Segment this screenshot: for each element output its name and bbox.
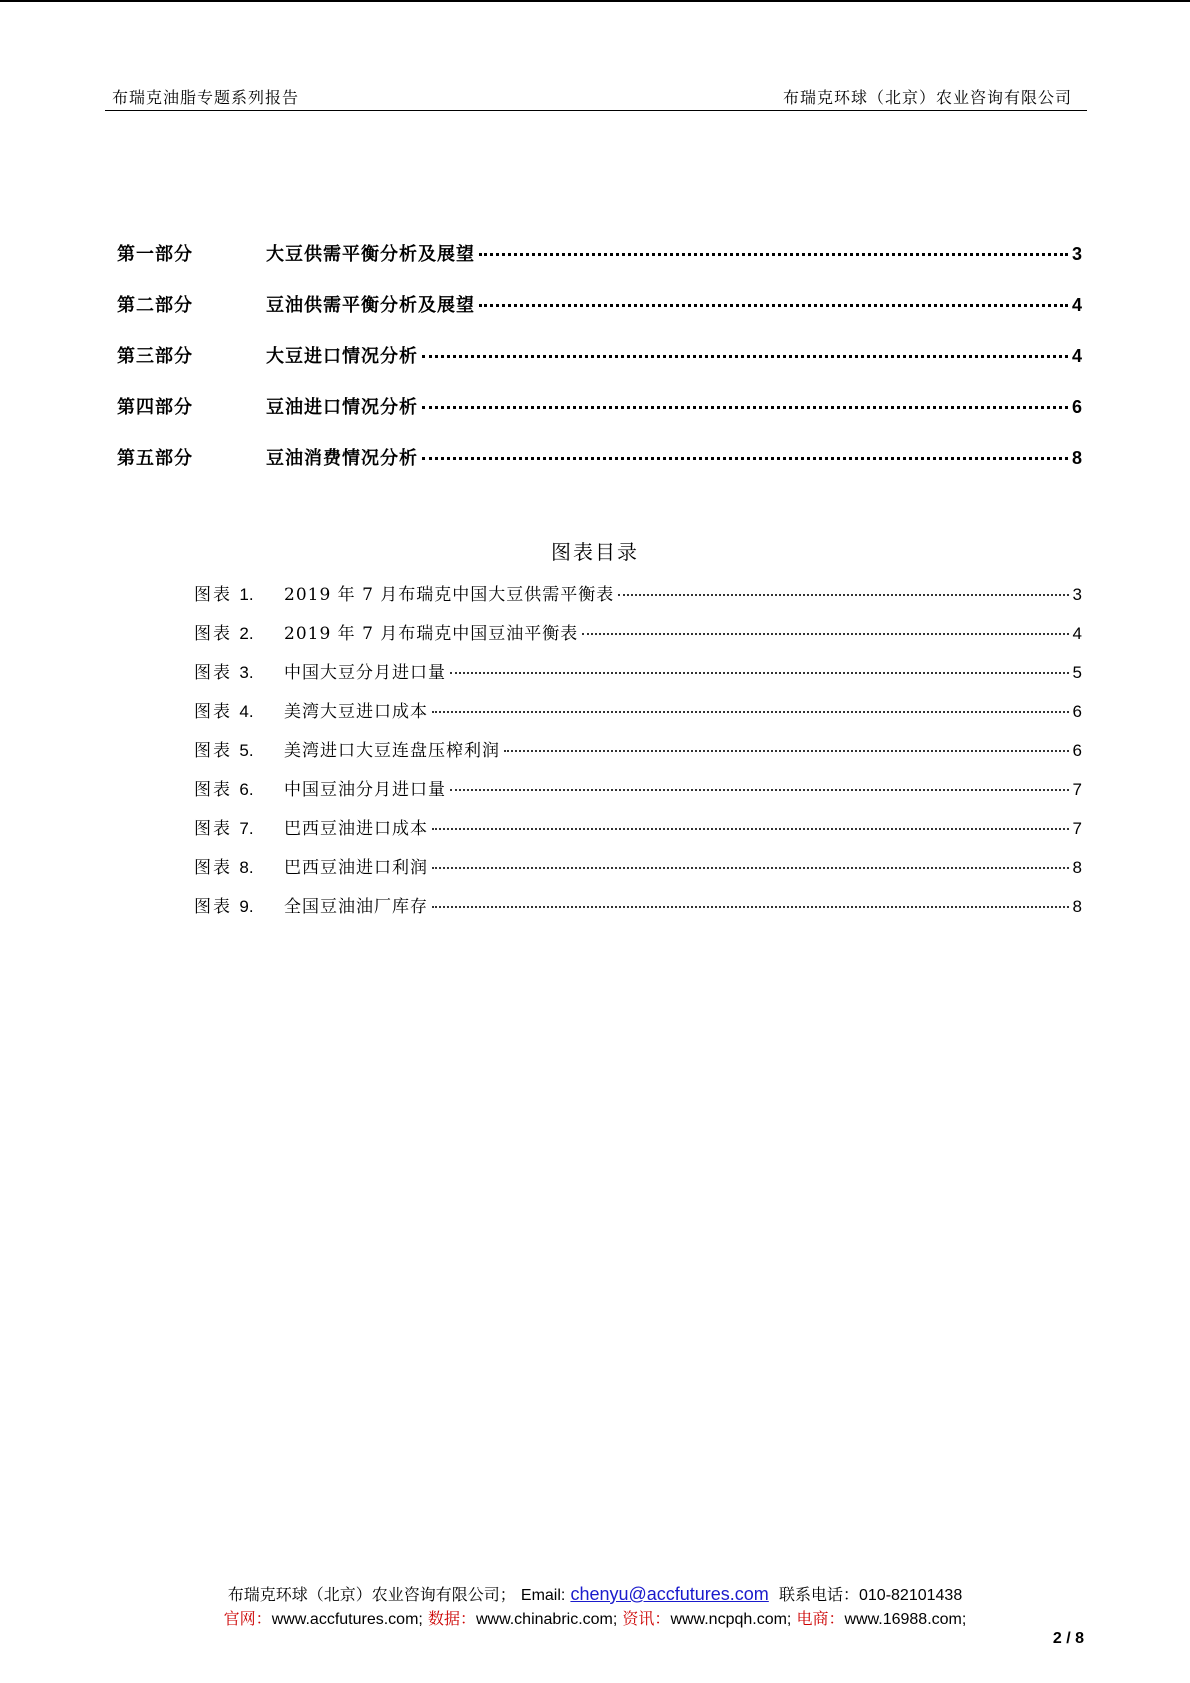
footer-company: 布瑞克环球（北京）农业咨询有限公司； [227, 1585, 516, 1604]
data-label: 数据： [427, 1609, 476, 1628]
dot-leader [479, 253, 1068, 256]
toc-entry[interactable] [0, 291, 1190, 319]
footer-contact [0, 1582, 1190, 1605]
toc-part-label: 第四部分 [117, 397, 193, 418]
toc-part-label: 第五部分 [117, 448, 193, 469]
toc-part-label: 第一部分 [117, 244, 193, 265]
toc-page-number: 8 [1071, 448, 1082, 468]
figure-title: 巴西豆油进口成本 [284, 819, 428, 839]
figure-page-number: 3 [1072, 585, 1082, 604]
figure-title: 中国豆油分月进口量 [284, 780, 446, 800]
toc-entry[interactable] [0, 393, 1190, 421]
figure-entry[interactable] [0, 658, 1190, 682]
figure-entry[interactable] [0, 892, 1190, 916]
figure-page-number: 7 [1072, 819, 1082, 838]
dot-leader [450, 672, 1069, 674]
dot-leader [432, 711, 1069, 713]
header-company: 布瑞克环球（北京）农业咨询有限公司 [782, 88, 1072, 107]
toc-entry[interactable] [0, 342, 1190, 370]
toc-part-label: 第二部分 [117, 295, 193, 316]
toc-entry[interactable] [0, 240, 1190, 268]
figure-page-number: 7 [1072, 780, 1082, 799]
footer-phone-label: 联系电话： [778, 1585, 859, 1604]
header-divider [105, 110, 1087, 111]
toc-page-number: 4 [1071, 295, 1082, 315]
figure-page-number: 6 [1072, 702, 1082, 721]
figure-label: 图表 6. [194, 780, 254, 800]
toc-entry-title: 豆油供需平衡分析及展望 [266, 295, 475, 316]
dot-leader [422, 406, 1068, 409]
figure-label: 图表 9. [194, 897, 254, 917]
toc-entry-title: 大豆进口情况分析 [266, 346, 418, 367]
header-report-series: 布瑞克油脂专题系列报告 [112, 88, 300, 107]
data-link[interactable]: www.chinabric.com; [475, 1611, 618, 1628]
figure-page-number: 4 [1072, 624, 1082, 643]
toc-page-number: 6 [1071, 397, 1082, 417]
figure-page-number: 8 [1072, 897, 1082, 916]
footer-websites [0, 1606, 1190, 1629]
dot-leader [479, 304, 1068, 307]
dot-leader [422, 355, 1068, 358]
figure-entry[interactable] [0, 619, 1190, 643]
figure-title: 中国大豆分月进口量 [284, 663, 446, 683]
figure-entry[interactable] [0, 814, 1190, 838]
dot-leader [432, 828, 1069, 830]
news-label: 资讯： [622, 1609, 671, 1628]
dot-leader [450, 789, 1069, 791]
figure-entry[interactable] [0, 853, 1190, 877]
toc-entry-title: 豆油消费情况分析 [266, 448, 418, 469]
figure-label: 图表 2. [194, 624, 254, 644]
figure-entry[interactable] [0, 697, 1190, 721]
top-border [0, 0, 1190, 2]
figure-label: 图表 5. [194, 741, 254, 761]
figure-entry[interactable] [0, 580, 1190, 604]
figure-title: 美湾大豆进口成本 [284, 702, 428, 722]
figure-title: 2019 年 7 月布瑞克中国豆油平衡表 [284, 624, 579, 644]
figure-label: 图表 8. [194, 858, 254, 878]
email-link[interactable]: chenyu@accfutures.com [570, 1584, 769, 1604]
site-label: 官网： [223, 1609, 272, 1628]
dot-leader [422, 457, 1068, 460]
figure-page-number: 8 [1072, 858, 1082, 877]
figure-title: 全国豆油油厂库存 [284, 897, 428, 917]
dot-leader [582, 633, 1068, 635]
toc-entry-title: 豆油进口情况分析 [266, 397, 418, 418]
figure-title: 美湾进口大豆连盘压榨利润 [284, 741, 500, 761]
dot-leader [432, 867, 1069, 869]
figure-title: 巴西豆油进口利润 [284, 858, 428, 878]
toc-page-number: 3 [1071, 244, 1082, 264]
figures-heading: 图表目录 [551, 540, 639, 564]
site-link[interactable]: www.accfutures.com; [271, 1611, 423, 1628]
figure-label: 图表 1. [194, 585, 254, 605]
toc-entry[interactable] [0, 444, 1190, 472]
figure-page-number: 6 [1072, 741, 1082, 760]
dot-leader [432, 906, 1069, 908]
toc-entry-title: 大豆供需平衡分析及展望 [266, 244, 475, 265]
footer-phone: 010-82101438 [859, 1587, 963, 1604]
figure-page-number: 5 [1072, 663, 1082, 682]
figure-label: 图表 3. [194, 663, 254, 683]
figure-label: 图表 4. [194, 702, 254, 722]
dot-leader [504, 750, 1069, 752]
toc-part-label: 第三部分 [117, 346, 193, 367]
footer-email-label: Email: [520, 1587, 566, 1604]
shop-link[interactable]: www.16988.com; [844, 1611, 967, 1628]
dot-leader [618, 594, 1068, 596]
shop-label: 电商： [796, 1609, 845, 1628]
page-number: 2 / 8 [1052, 1630, 1084, 1647]
news-link[interactable]: www.ncpqh.com; [670, 1611, 792, 1628]
figure-entry[interactable] [0, 775, 1190, 799]
figure-entry[interactable] [0, 736, 1190, 760]
figure-title: 2019 年 7 月布瑞克中国大豆供需平衡表 [284, 585, 615, 605]
figure-label: 图表 7. [194, 819, 254, 839]
toc-page-number: 4 [1071, 346, 1082, 366]
